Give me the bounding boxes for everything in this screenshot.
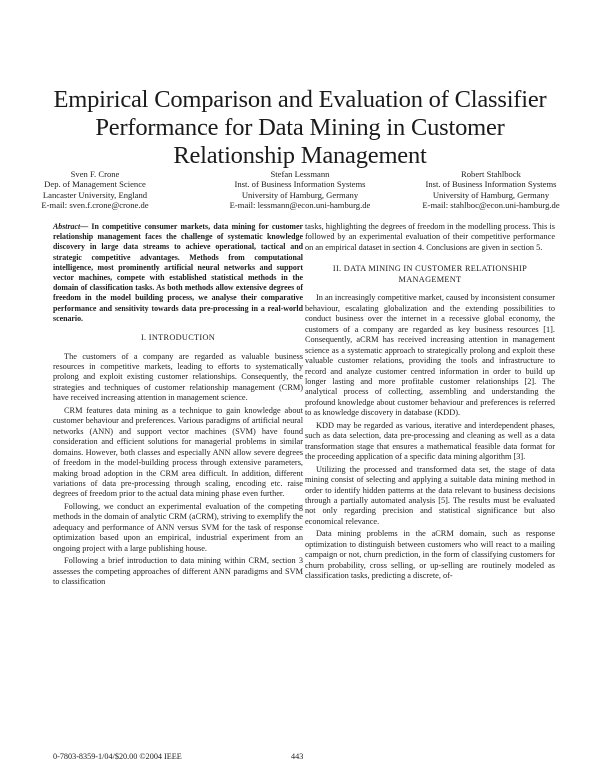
continuation-paragraph: tasks, highlighting the degrees of freedom in the modelling process. This is followed by an experimental evaluation of their competitive performance on an empirical dataset in section 4. Conclusions are given in section 5. (305, 222, 555, 252)
heading-line: MANAGEMENT (398, 274, 462, 284)
author-email: E-mail: stahlboc@econ.uni-hamburg.de (422, 200, 560, 211)
intro-paragraph: Following a brief introduction to data mining within CRM, section 3 assesses the competing approaches of different ANN paradigms and SVM to classification (53, 556, 303, 587)
author-org: University of Hamburg, Germany (241, 189, 359, 200)
dm-paragraph: In an increasingly competitive market, caused by inconsistent consumer behaviour, escalating globalization and the extending possibilities to conduct business over the internet in a recessive global economy, the customers of a company are regarded as key business resources [1]. Consequently, aCRM has received increasing attention in management science as a systematic approach to strategically prolong and exploit these valuable customer relations, providing the tools and infrastructure to record and analyze customer centred information in order to build up longer lasting and more profitable customer relationships [2]. The analytical process of collecting, assembling and understanding the profound knowledge about customer behaviour and preferences is referred to as knowledge discovery in database (KDD). (305, 293, 555, 418)
page-number: 443 (291, 752, 304, 761)
intro-paragraph: Following, we conduct an experimental evaluation of the competing methods in the domain of analytic CRM (aCRM), striving to exemplify the adequacy and performance of ANN versus SVM for the task of response optimization based upon an empirical, industrial experiment from an ongoing project with a large publishing house. (53, 501, 303, 553)
author-dept: Inst. of Business Information Systems (234, 179, 366, 190)
right-column (305, 222, 555, 582)
author-name: Stefan Lessmann (270, 169, 330, 179)
author-name: Robert Stahlbock (461, 169, 521, 179)
abstract-lead: Abstract (53, 222, 81, 231)
dm-paragraph: Utilizing the processed and transformed data set, the stage of data mining consist of selecting and applying a suitable data mining method in order to identify hidden patterns at the data relevant to business decisions through a partially automated analysis [5]. The results must be evaluated not only regarding precision and statistical significance but also economical relevance. (305, 464, 555, 526)
author-dept: Dep. of Management Science (44, 179, 146, 190)
author-email: E-mail: lessmann@econ.uni-hamburg.de (229, 200, 371, 211)
author-org: Lancaster University, England (42, 189, 148, 200)
abstract-text: — In competitive consumer markets, data mining for customer relationship management faces the challenge of systematic knowledge discovery in large data streams to achieve operational, tactical and strategic competitive advantages. Methods from computational intelligence, most prominently artificial neural networks and support vector machines, compete with established statistical methods in the domain of classification tasks. As both methods allow extensive degrees of freedom in the model building process, we analyse their comparative performance and sensitivity towards data pre-processing in a real-world scenario. (53, 222, 303, 323)
author-stahlbock (402, 169, 580, 211)
intro-paragraph: The customers of a company are regarded as valuable business resources in competitive markets, leading to efforts to systematically prolong and exploit existing customer relationships. Consequently, the strategies and techniques of customer relationship management (CRM) have received increasing attention in management science. (53, 351, 303, 403)
paper-title: Empirical Comparison and Evaluation of Classifier Performance for Data Mining in Customer Relationship Management (53, 86, 547, 169)
section-heading-introduction: I. INTRODUCTION (140, 333, 216, 343)
dm-paragraph: Data mining problems in the aCRM domain, such as response optimization to distinguish between customers who will react to a mailing campaign or not, churn prediction, in the form of classifying customers for churn probability, cross selling, or up-selling are routinely modeled as classification tasks, predicting a discrete, of- (305, 529, 555, 581)
abstract (53, 222, 303, 324)
copyright-footer: 0-7803-8359-1/04/$20.00 ©2004 IEEE (53, 752, 182, 761)
author-dept: Inst. of Business Information Systems (425, 179, 557, 190)
intro-paragraph: CRM features data mining as a technique to gain knowledge about customer behaviour and preferences. Various paradigms of artificial neural networks (ANN) and support vector machines (SVM) have found consideration and efficient solutions for managerial problems in similar domains. However, both classes and especially ANN allow severe degrees of freedom in the model-building process through extensive parameters, making broad adoption in the CRM area difficult. In addition, different variations of data pre-processing through scaling, encoding etc. raise degrees of freedom prior to the actual data mining phase even further. (53, 405, 303, 499)
author-crone (20, 169, 170, 211)
dm-paragraph: KDD may be regarded as various, iterative and interdependent phases, such as data selection, data pre-processing and cleaning as well as a data transformation stage that ensures a mathematical feasible data format for the proceeding application of a specific data mining algorithm [3]. (305, 420, 555, 462)
author-name: Sven F. Crone (70, 169, 120, 179)
left-column (53, 222, 303, 588)
author-email: E-mail: sven.f.crone@crone.de (41, 200, 149, 211)
author-lessmann (210, 169, 390, 211)
section-heading-data-mining (305, 264, 555, 285)
heading-line: II. DATA MINING IN CUSTOMER RELATIONSHIP (332, 264, 528, 274)
author-org: University of Hamburg, Germany (432, 189, 550, 200)
